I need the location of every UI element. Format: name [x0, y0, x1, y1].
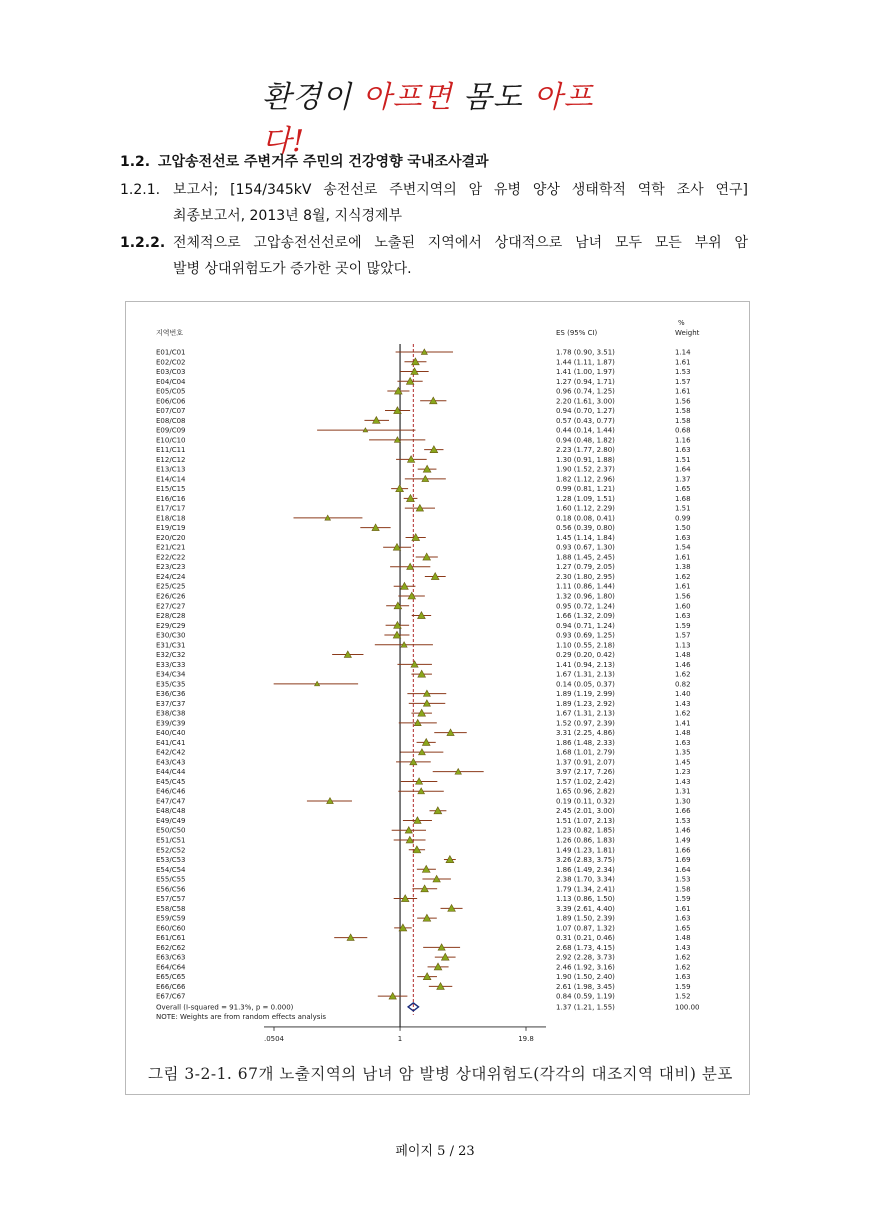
- overall-es-ci-value: 1.37 (1.21, 1.55): [556, 1003, 615, 1012]
- study-label: E07/C07: [156, 407, 186, 416]
- study-label: E43/C43: [156, 758, 186, 767]
- es-ci-value: 1.51 (1.07, 2.13): [556, 816, 615, 825]
- weight-value: 1.65: [675, 485, 691, 494]
- weight-value: 1.14: [675, 348, 691, 357]
- es-ci-value: 0.29 (0.20, 0.42): [556, 651, 615, 660]
- header-weight-percent: %: [678, 319, 685, 327]
- weight-value: 1.64: [675, 865, 691, 874]
- study-label: E36/C36: [156, 690, 186, 699]
- overall-weight-value: 100.00: [675, 1003, 700, 1012]
- es-ci-value: 1.89 (1.50, 2.39): [556, 914, 615, 923]
- es-ci-value: 1.89 (1.19, 2.99): [556, 690, 615, 699]
- weight-value: 1.62: [675, 953, 691, 962]
- weight-value: 1.30: [675, 797, 691, 806]
- weight-value: 1.38: [675, 563, 691, 572]
- weight-value: 1.41: [675, 719, 691, 728]
- study-label: E21/C21: [156, 543, 186, 552]
- es-ci-value: 0.19 (0.11, 0.32): [556, 797, 615, 806]
- weight-value: 1.50: [675, 524, 691, 533]
- study-label: E38/C38: [156, 709, 186, 718]
- study-label: E55/C55: [156, 875, 186, 884]
- study-label: E22/C22: [156, 553, 186, 562]
- es-ci-value: 2.92 (2.28, 3.73): [556, 953, 615, 962]
- es-ci-value: 1.86 (1.49, 2.34): [556, 865, 615, 874]
- study-label: E56/C56: [156, 885, 186, 894]
- study-label: E11/C11: [156, 446, 186, 455]
- study-label: E44/C44: [156, 768, 186, 777]
- weight-value: 1.57: [675, 631, 691, 640]
- weight-value: 0.82: [675, 680, 691, 689]
- es-ci-value: 1.30 (0.91, 1.88): [556, 455, 615, 464]
- weight-value: 1.35: [675, 748, 691, 757]
- weight-value: 1.53: [675, 368, 691, 377]
- weight-value: 1.54: [675, 543, 691, 552]
- study-label: E66/C66: [156, 982, 186, 991]
- weight-value: 1.59: [675, 895, 691, 904]
- study-label: E35/C35: [156, 680, 186, 689]
- weight-value: 1.43: [675, 699, 691, 708]
- study-label: E04/C04: [156, 377, 186, 386]
- banner-part3: 몸도: [462, 80, 534, 115]
- weight-value: 1.48: [675, 651, 691, 660]
- weight-value: 1.63: [675, 914, 691, 923]
- study-label: E60/C60: [156, 924, 186, 933]
- weight-value: 1.43: [675, 943, 691, 952]
- section-text-line2: 발병 상대위험도가 증가한 곳이 많았다.: [173, 261, 412, 277]
- study-label: E15/C15: [156, 485, 186, 494]
- es-ci-value: 3.97 (2.17, 7.26): [556, 768, 615, 777]
- weight-value: 1.65: [675, 924, 691, 933]
- weight-value: 1.40: [675, 690, 691, 699]
- study-label: E17/C17: [156, 504, 186, 513]
- es-ci-value: 0.94 (0.70, 1.27): [556, 407, 615, 416]
- weight-value: 1.51: [675, 455, 691, 464]
- page-number: 페이지 5 / 23: [395, 1144, 475, 1159]
- study-label: E62/C62: [156, 943, 186, 952]
- es-ci-value: 3.31 (2.25, 4.86): [556, 729, 615, 738]
- es-ci-value: 1.65 (0.96, 2.82): [556, 787, 615, 796]
- es-ci-value: 1.78 (0.90, 3.51): [556, 348, 615, 357]
- es-ci-value: 1.41 (0.94, 2.13): [556, 660, 615, 669]
- study-label: E32/C32: [156, 651, 186, 660]
- study-label: E20/C20: [156, 533, 186, 542]
- es-ci-value: 1.49 (1.23, 1.81): [556, 846, 615, 855]
- es-ci-value: 2.68 (1.73, 4.15): [556, 943, 615, 952]
- es-ci-value: 1.79 (1.34, 2.41): [556, 885, 615, 894]
- es-ci-value: 0.95 (0.72, 1.24): [556, 602, 615, 611]
- weight-value: 1.63: [675, 612, 691, 621]
- es-ci-value: 2.46 (1.92, 3.16): [556, 963, 615, 972]
- weight-value: 1.61: [675, 582, 691, 591]
- x-tick-label: 1: [397, 1034, 403, 1043]
- study-label: E06/C06: [156, 397, 186, 406]
- banner-part4: 아프다!: [262, 80, 594, 159]
- study-label: E12/C12: [156, 455, 186, 464]
- es-ci-value: 1.13 (0.86, 1.50): [556, 895, 615, 904]
- es-ci-value: 0.56 (0.39, 0.80): [556, 524, 615, 533]
- weight-value: 1.62: [675, 963, 691, 972]
- weight-value: 1.48: [675, 934, 691, 943]
- weight-value: 1.56: [675, 397, 691, 406]
- header-study: 지역번호: [156, 329, 184, 337]
- study-label: E18/C18: [156, 514, 186, 523]
- study-label: E33/C33: [156, 660, 186, 669]
- es-ci-value: 0.94 (0.48, 1.82): [556, 436, 615, 445]
- es-ci-value: 1.90 (1.52, 2.37): [556, 465, 615, 474]
- slogan-banner: [262, 72, 612, 159]
- weight-value: 1.63: [675, 738, 691, 747]
- study-label: E63/C63: [156, 953, 186, 962]
- section-text-line2: 최종보고서, 2013년 8월, 지식경제부: [173, 208, 403, 224]
- weight-value: 1.61: [675, 358, 691, 367]
- study-label: E31/C31: [156, 641, 186, 650]
- weight-value: 1.31: [675, 787, 691, 796]
- weight-value: 1.59: [675, 621, 691, 630]
- study-label: E54/C54: [156, 865, 186, 874]
- header-es: ES (95% CI): [556, 329, 598, 337]
- header-weight: Weight: [675, 329, 700, 337]
- es-ci-value: 0.31 (0.21, 0.46): [556, 934, 615, 943]
- es-ci-value: 0.57 (0.43, 0.77): [556, 416, 615, 425]
- study-label: E05/C05: [156, 387, 186, 396]
- es-ci-value: 1.28 (1.09, 1.51): [556, 494, 615, 503]
- study-label: E51/C51: [156, 836, 186, 845]
- study-label: E09/C09: [156, 426, 186, 435]
- weight-value: 1.57: [675, 377, 691, 386]
- x-tick-label: 19.8: [518, 1034, 534, 1043]
- weight-value: 1.58: [675, 885, 691, 894]
- weight-value: 1.46: [675, 826, 691, 835]
- es-ci-value: 1.86 (1.48, 2.33): [556, 738, 615, 747]
- es-ci-value: 0.18 (0.08, 0.41): [556, 514, 615, 523]
- es-ci-value: 3.39 (2.61, 4.40): [556, 904, 615, 913]
- weight-value: 1.43: [675, 777, 691, 786]
- es-ci-value: 0.14 (0.05, 0.37): [556, 680, 615, 689]
- study-label: E41/C41: [156, 738, 186, 747]
- weight-value: 1.49: [675, 836, 691, 845]
- es-ci-value: 1.90 (1.50, 2.40): [556, 973, 615, 982]
- study-label: E58/C58: [156, 904, 186, 913]
- es-ci-value: 2.20 (1.61, 3.00): [556, 397, 615, 406]
- study-label: E37/C37: [156, 699, 186, 708]
- study-label: E64/C64: [156, 963, 186, 972]
- es-ci-value: 1.45 (1.14, 1.84): [556, 533, 615, 542]
- es-ci-value: 1.27 (0.79, 2.05): [556, 563, 615, 572]
- weight-value: 1.62: [675, 709, 691, 718]
- study-label: E23/C23: [156, 563, 186, 572]
- section-1-2-heading: [120, 152, 489, 172]
- forest-plot: [126, 302, 749, 1094]
- study-label: E39/C39: [156, 719, 186, 728]
- es-ci-value: 1.60 (1.12, 2.29): [556, 504, 615, 513]
- study-label: E27/C27: [156, 602, 186, 611]
- weight-value: 1.37: [675, 475, 691, 484]
- weight-value: 1.66: [675, 807, 691, 816]
- weight-value: 1.48: [675, 729, 691, 738]
- weight-value: 1.56: [675, 592, 691, 601]
- es-ci-value: 0.94 (0.71, 1.24): [556, 621, 615, 630]
- es-ci-value: 2.38 (1.70, 3.34): [556, 875, 615, 884]
- weight-value: 0.99: [675, 514, 691, 523]
- study-label: E01/C01: [156, 348, 186, 357]
- study-label: E59/C59: [156, 914, 186, 923]
- es-ci-value: 1.44 (1.11, 1.87): [556, 358, 615, 367]
- study-label: E16/C16: [156, 494, 186, 503]
- weight-value: 1.61: [675, 904, 691, 913]
- es-ci-value: 2.61 (1.98, 3.45): [556, 982, 615, 991]
- weight-value: 1.58: [675, 416, 691, 425]
- es-ci-value: 1.11 (0.86, 1.44): [556, 582, 615, 591]
- es-ci-value: 2.30 (1.80, 2.95): [556, 572, 615, 581]
- section-1-2-1: [120, 180, 750, 226]
- es-ci-value: 1.67 (1.31, 2.13): [556, 670, 615, 679]
- weight-value: 1.63: [675, 533, 691, 542]
- study-label: E25/C25: [156, 582, 186, 591]
- study-label: E14/C14: [156, 475, 186, 484]
- study-label: E48/C48: [156, 807, 186, 816]
- es-ci-value: 3.26 (2.83, 3.75): [556, 856, 615, 865]
- es-ci-value: 1.57 (1.02, 2.42): [556, 777, 615, 786]
- es-ci-value: 1.41 (1.00, 1.97): [556, 368, 615, 377]
- study-label: E42/C42: [156, 748, 186, 757]
- study-label: E57/C57: [156, 895, 186, 904]
- es-ci-value: 0.84 (0.59, 1.19): [556, 992, 615, 1001]
- weight-value: 1.13: [675, 641, 691, 650]
- es-ci-value: 1.27 (0.94, 1.71): [556, 377, 615, 386]
- weight-value: 1.61: [675, 553, 691, 562]
- study-label: E28/C28: [156, 612, 186, 621]
- study-label: E29/C29: [156, 621, 186, 630]
- study-label: E13/C13: [156, 465, 186, 474]
- weight-value: 1.69: [675, 856, 691, 865]
- study-label: E40/C40: [156, 729, 186, 738]
- es-ci-value: 1.10 (0.55, 2.18): [556, 641, 615, 650]
- es-ci-value: 1.68 (1.01, 2.79): [556, 748, 615, 757]
- es-ci-value: 1.32 (0.96, 1.80): [556, 592, 615, 601]
- weight-value: 1.52: [675, 992, 691, 1001]
- study-label: E03/C03: [156, 368, 186, 377]
- section-number: 1.2.: [120, 154, 151, 170]
- weight-value: 1.46: [675, 660, 691, 669]
- study-label: E10/C10: [156, 436, 186, 445]
- section-number: 1.2.1.: [120, 182, 161, 198]
- es-ci-value: 1.23 (0.82, 1.85): [556, 826, 615, 835]
- weight-value: 1.51: [675, 504, 691, 513]
- es-ci-value: 0.93 (0.69, 1.25): [556, 631, 615, 640]
- banner-part2: 아프면: [362, 80, 463, 115]
- es-ci-value: 0.44 (0.14, 1.44): [556, 426, 615, 435]
- study-label: E08/C08: [156, 416, 186, 425]
- es-ci-value: 2.23 (1.77, 2.80): [556, 446, 615, 455]
- weight-value: 1.45: [675, 758, 691, 767]
- weight-value: 0.68: [675, 426, 691, 435]
- weight-value: 1.66: [675, 846, 691, 855]
- study-label: E24/C24: [156, 572, 186, 581]
- section-1-2-2: [120, 233, 750, 279]
- study-label: E02/C02: [156, 358, 186, 367]
- weight-value: 1.53: [675, 875, 691, 884]
- es-ci-value: 1.07 (0.87, 1.32): [556, 924, 615, 933]
- weight-value: 1.62: [675, 572, 691, 581]
- weight-value: 1.53: [675, 816, 691, 825]
- banner-part1: 환경이: [262, 80, 363, 115]
- weights-note: NOTE: Weights are from random effects analysis: [156, 1012, 326, 1021]
- es-ci-value: 1.26 (0.86, 1.83): [556, 836, 615, 845]
- weight-value: 1.16: [675, 436, 691, 445]
- weight-value: 1.63: [675, 446, 691, 455]
- study-label: E45/C45: [156, 777, 186, 786]
- es-ci-value: 1.52 (0.97, 2.39): [556, 719, 615, 728]
- overall-label: Overall (I-squared = 91.3%, p = 0.000): [156, 1003, 294, 1012]
- es-ci-value: 2.45 (2.01, 3.00): [556, 807, 615, 816]
- study-label: E26/C26: [156, 592, 186, 601]
- weight-value: 1.68: [675, 494, 691, 503]
- study-label: E30/C30: [156, 631, 186, 640]
- study-label: E49/C49: [156, 816, 186, 825]
- es-ci-value: 1.82 (1.12, 2.96): [556, 475, 615, 484]
- es-ci-value: 1.66 (1.32, 2.09): [556, 612, 615, 621]
- x-tick-label: .0504: [263, 1034, 285, 1043]
- es-ci-value: 1.88 (1.45, 2.45): [556, 553, 615, 562]
- weight-value: 1.59: [675, 982, 691, 991]
- section-text-line1: 보고서; [154/345kV 송전선로 주변지역의 암 유병 양상 생태학적 역학 조사 연구]: [173, 182, 748, 198]
- study-label: E61/C61: [156, 934, 186, 943]
- study-label: E19/C19: [156, 524, 186, 533]
- es-ci-value: 0.93 (0.67, 1.30): [556, 543, 615, 552]
- section-text-line1: 전체적으로 고압송전선선로에 노출된 지역에서 상대적으로 남녀 모두 모든 부위 암: [173, 235, 748, 251]
- es-ci-value: 1.89 (1.23, 2.92): [556, 699, 615, 708]
- study-label: E50/C50: [156, 826, 186, 835]
- weight-value: 1.63: [675, 973, 691, 982]
- weight-value: 1.60: [675, 602, 691, 611]
- section-number: 1.2.2.: [120, 235, 166, 251]
- weight-value: 1.58: [675, 407, 691, 416]
- es-ci-value: 1.67 (1.31, 2.13): [556, 709, 615, 718]
- forest-plot-figure: [125, 301, 750, 1095]
- weight-value: 1.61: [675, 387, 691, 396]
- weight-value: 1.62: [675, 670, 691, 679]
- weight-value: 1.64: [675, 465, 691, 474]
- study-label: E52/C52: [156, 846, 186, 855]
- es-ci-value: 0.99 (0.81, 1.21): [556, 485, 615, 494]
- study-label: E53/C53: [156, 856, 186, 865]
- figure-caption: 그림 3-2-1. 67개 노출지역의 남녀 암 발병 상대위험도(각각의 대조지역 대비) 분포: [148, 1065, 733, 1083]
- section-title: 고압송전선로 주변거주 주민의 건강영향 국내조사결과: [158, 154, 489, 170]
- study-label: E46/C46: [156, 787, 186, 796]
- study-label: E47/C47: [156, 797, 186, 806]
- study-label: E67/C67: [156, 992, 186, 1001]
- es-ci-value: 1.37 (0.91, 2.07): [556, 758, 615, 767]
- study-label: E65/C65: [156, 973, 186, 982]
- study-label: E34/C34: [156, 670, 186, 679]
- es-ci-value: 0.96 (0.74, 1.25): [556, 387, 615, 396]
- weight-value: 1.23: [675, 768, 691, 777]
